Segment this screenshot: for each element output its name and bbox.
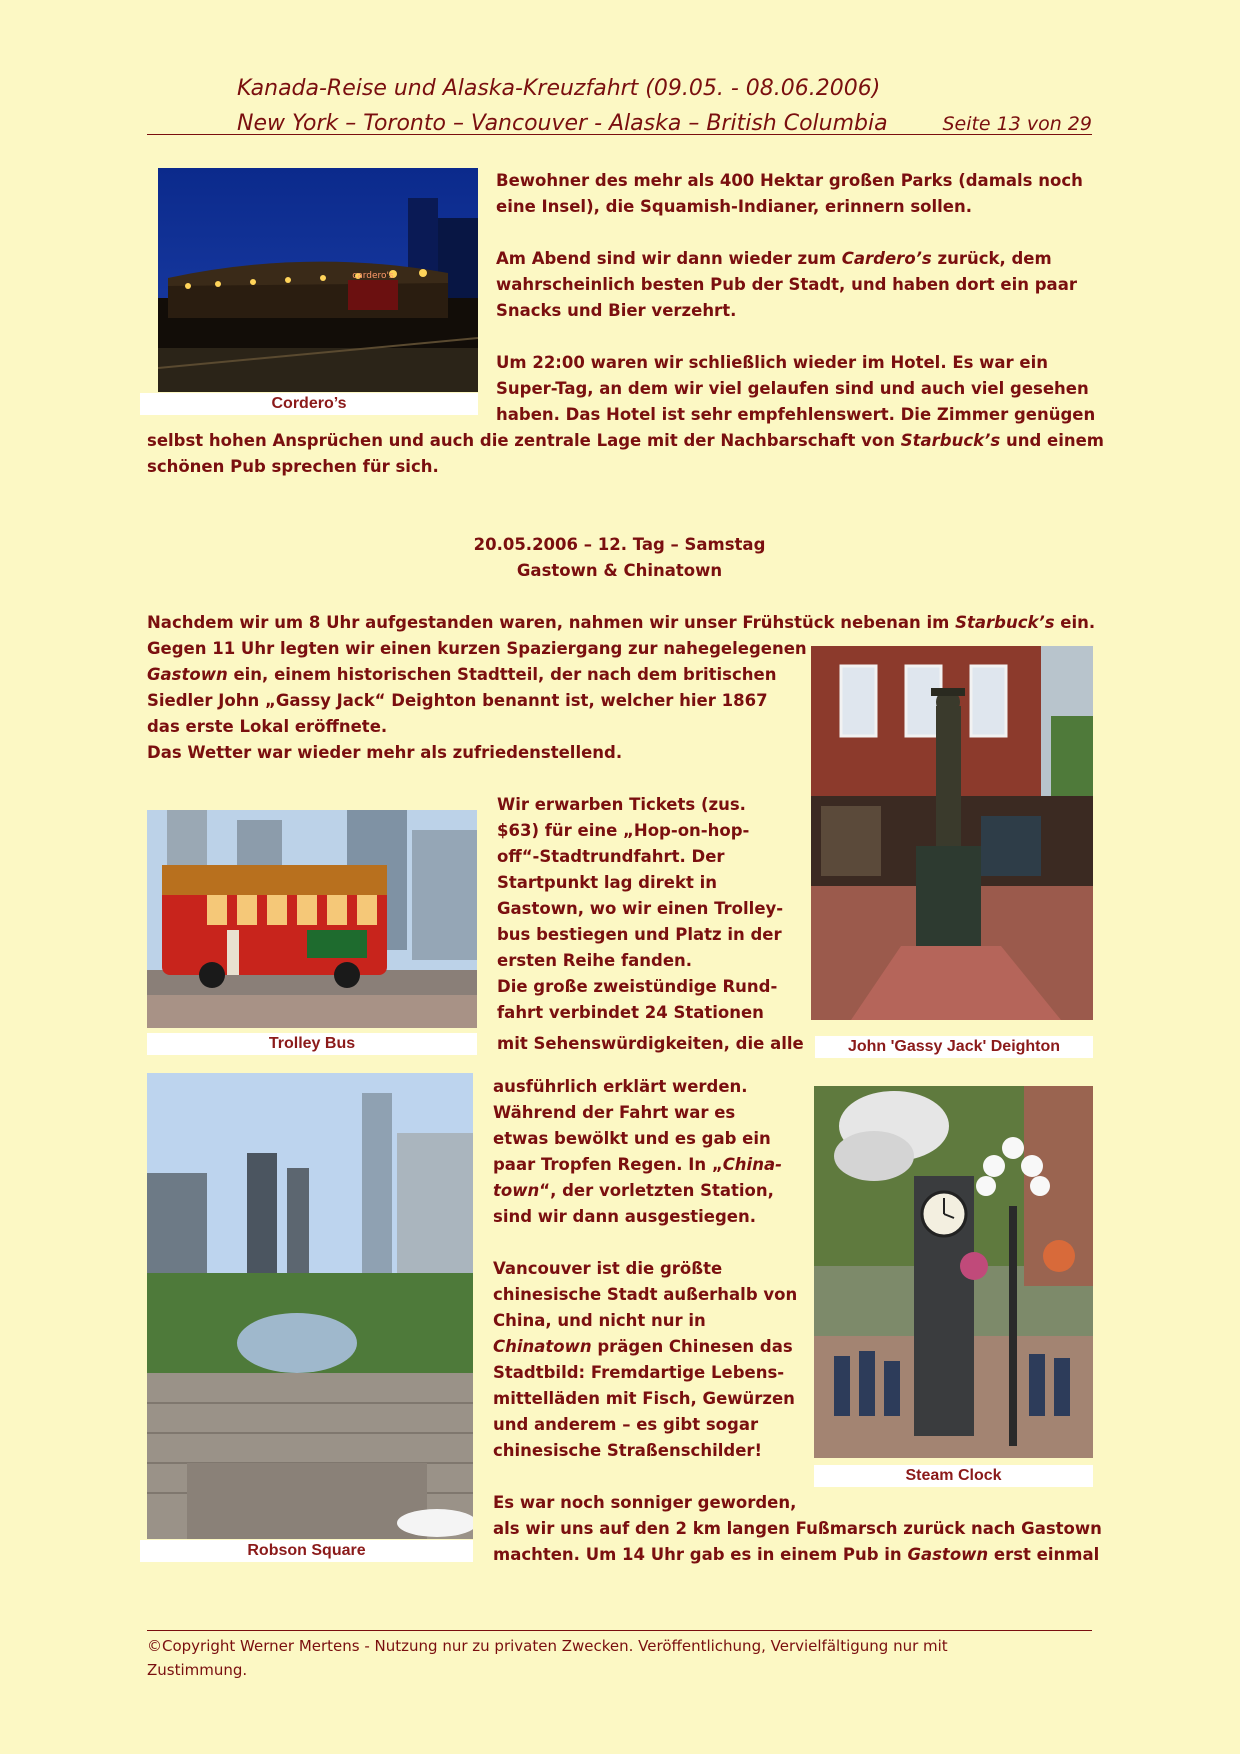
body-d-line7: und anderem – es gibt sogar bbox=[493, 1415, 759, 1434]
body-a-line3: Gastown ein, einem historischen Stadtteil, der nach dem britischen bbox=[147, 665, 777, 684]
body-a-line5: das erste Lokal eröffnete. bbox=[147, 717, 388, 736]
intro-p3-line3: haben. Das Hotel ist sehr empfehlenswert. Die Zimmer genügen bbox=[496, 405, 1096, 424]
body-d-line4: Chinatown prägen Chinesen das bbox=[493, 1337, 793, 1356]
trolley-bus-photo bbox=[147, 810, 477, 1028]
body-e-line2: als wir uns auf den 2 km langen Fußmarsch zurück nach Gastown bbox=[493, 1519, 1102, 1538]
intro-p2-line3: Snacks und Bier verzehrt. bbox=[496, 301, 737, 320]
day-heading: 20.05.2006 – 12. Tag – Samstag bbox=[473, 535, 766, 554]
body-b-line3: off“-Stadtrundfahrt. Der bbox=[497, 847, 725, 866]
body-d-line1: Vancouver ist die größte bbox=[493, 1259, 723, 1278]
body-d-line8: chinesische Straßenschilder! bbox=[493, 1441, 763, 1460]
footer-line2: Zustimmung. bbox=[147, 1661, 248, 1679]
body-d-line5: Stadtbild: Fremdartige Lebens- bbox=[493, 1363, 785, 1382]
body-c-line1: ausführlich erklärt werden. bbox=[493, 1077, 748, 1096]
footer-divider bbox=[147, 1630, 1092, 1631]
body-b-line9: fahrt verbindet 24 Stationen bbox=[497, 1003, 764, 1022]
footer-line1: ©Copyright Werner Mertens - Nutzung nur zu privaten Zwecken. Veröffentlichung, Vervielfältigung nur mit bbox=[147, 1637, 948, 1655]
body-c-line6: sind wir dann ausgestiegen. bbox=[493, 1207, 757, 1226]
body-b-line8: Die große zweistündige Rund- bbox=[497, 977, 778, 996]
header-divider bbox=[147, 134, 1092, 135]
intro-p2-line1: Am Abend sind wir dann wieder zum Cardero’s zurück, dem bbox=[496, 249, 1052, 268]
steam-clock-photo bbox=[814, 1086, 1093, 1458]
cardero-photo bbox=[158, 168, 478, 392]
body-b-line6: bus bestiegen und Platz in der bbox=[497, 925, 782, 944]
body-b-line10: mit Sehenswürdigkeiten, die alle bbox=[497, 1034, 804, 1053]
body-c-line4: paar Tropfen Regen. In „China- bbox=[493, 1155, 782, 1174]
body-d-line6: mittelläden mit Fisch, Gewürzen bbox=[493, 1389, 795, 1408]
body-e-line3: machten. Um 14 Uhr gab es in einem Pub in Gastown erst einmal bbox=[493, 1545, 1100, 1564]
body-d-line2: chinesische Stadt außerhalb von bbox=[493, 1285, 798, 1304]
gassy-jack-caption: John 'Gassy Jack' Deighton bbox=[815, 1036, 1093, 1058]
robson-square-caption: Robson Square bbox=[140, 1540, 473, 1562]
body-d-line3: China, und nicht nur in bbox=[493, 1311, 706, 1330]
intro-p3-line1: Um 22:00 waren wir schließlich wieder im Hotel. Es war ein bbox=[496, 353, 1049, 372]
body-b-line2: $63) für eine „Hop-on-hop- bbox=[497, 821, 750, 840]
body-c-line3: etwas bewölkt und es gab ein bbox=[493, 1129, 771, 1148]
intro-p2-line2: wahrscheinlich besten Pub der Stadt, und haben dort ein paar bbox=[496, 275, 1077, 294]
body-b-line1: Wir erwarben Tickets (zus. bbox=[497, 795, 746, 814]
gassy-jack-photo bbox=[811, 646, 1093, 1020]
body-b-line5: Gastown, wo wir einen Trolley- bbox=[497, 899, 784, 918]
cardero-sign: cardero's bbox=[352, 271, 394, 281]
cardero-caption: Cordero’s bbox=[140, 393, 478, 415]
body-b-line7: ersten Reihe fanden. bbox=[497, 951, 693, 970]
trolley-bus-caption: Trolley Bus bbox=[147, 1033, 477, 1055]
header-title: Kanada-Reise und Alaska-Kreuzfahrt (09.05. - 08.06.2006) bbox=[237, 76, 881, 101]
robson-square-photo bbox=[147, 1073, 473, 1539]
body-a-line2: Gegen 11 Uhr legten wir einen kurzen Spaziergang zur nahegelegenen bbox=[147, 639, 807, 658]
intro-p3-line4: selbst hohen Ansprüchen und auch die zentrale Lage mit der Nachbarschaft von Starbuck’s und einem bbox=[147, 431, 1104, 450]
intro-p3-line2: Super-Tag, an dem wir viel gelaufen sind und auch viel gesehen bbox=[496, 379, 1089, 398]
copyright-footer bbox=[147, 1634, 1047, 1682]
body-b-line4: Startpunkt lag direkt in bbox=[497, 873, 717, 892]
intro-p1-line2: eine Insel), die Squamish-Indianer, erinnern sollen. bbox=[496, 197, 972, 216]
body-a-line6: Das Wetter war wieder mehr als zufriedenstellend. bbox=[147, 743, 623, 762]
intro-p3-line5: schönen Pub sprechen für sich. bbox=[147, 457, 439, 476]
header-route: New York – Toronto – Vancouver - Alaska – British Columbia bbox=[237, 111, 888, 136]
body-e-line1: Es war noch sonniger geworden, bbox=[493, 1493, 797, 1512]
day-subtitle: Gastown & Chinatown bbox=[516, 561, 723, 580]
body-c-line5: town“, der vorletzten Station, bbox=[493, 1181, 774, 1200]
body-a-line4: Siedler John „Gassy Jack“ Deighton benannt ist, welcher hier 1867 bbox=[147, 691, 768, 710]
page-number: Seite 13 von 29 bbox=[942, 113, 1092, 135]
steam-clock-caption: Steam Clock bbox=[814, 1465, 1093, 1487]
body-c-line2: Während der Fahrt war es bbox=[493, 1103, 736, 1122]
body-a-line1: Nachdem wir um 8 Uhr aufgestanden waren, nahmen wir unser Frühstück nebenan im Starbuck’s ein. bbox=[147, 613, 1096, 632]
intro-p1-line1: Bewohner des mehr als 400 Hektar großen Parks (damals noch bbox=[496, 171, 1083, 190]
